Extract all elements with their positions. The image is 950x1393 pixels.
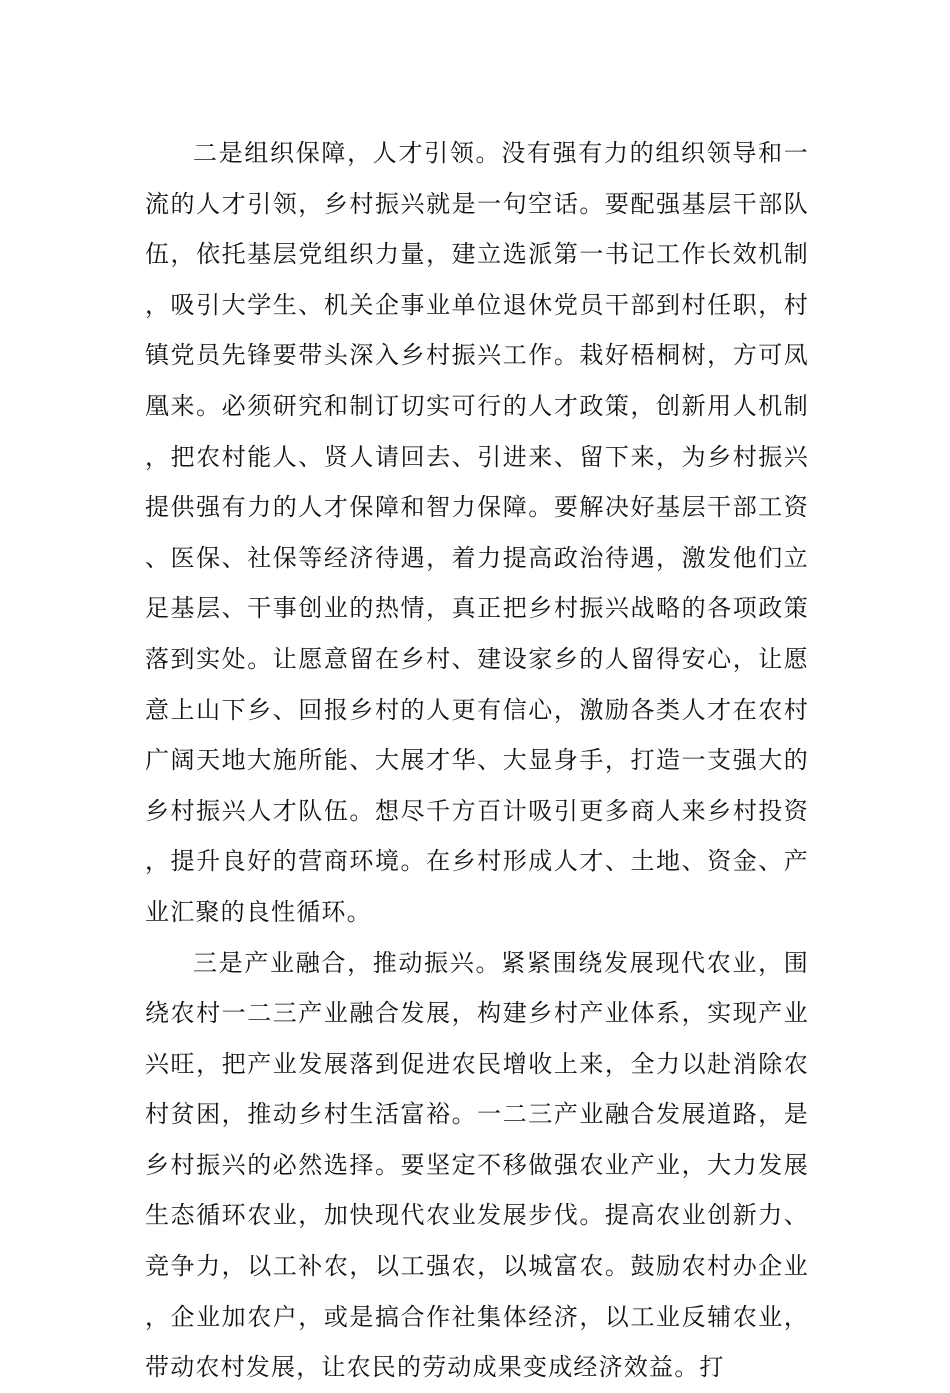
document-body: [145, 128, 809, 1393]
paragraph-talent: 二是组织保障，人才引领。没有强有力的组织领导和一流的人才引领，乡村振兴就是一句空话。要配强基层干部队伍，依托基层党组织力量，建立选派第一书记工作长效机制，吸引大学生、机关企事业单位退休党员干部到村任职，村镇党员先锋要带头深入乡村振兴工作。栽好梧桐树，方可凤凰来。必须研究和制订切实可行的人才政策，创新用人机制，把农村能人、贤人请回去、引进来、留下来，为乡村振兴提供强有力的人才保障和智力保障。要解决好基层干部工资、医保、社保等经济待遇，着力提高政治待遇，激发他们立足基层、干事创业的热情，真正把乡村振兴战略的各项政策落到实处。让愿意留在乡村、建设家乡的人留得安心，让愿意上山下乡、回报乡村的人更有信心，激励各类人才在农村广阔天地大施所能、大展才华、大显身手，打造一支强大的乡村振兴人才队伍。想尽千方百计吸引更多商人来乡村投资，提升良好的营商环境。在乡村形成人才、土地、资金、产业汇聚的良性循环。: [145, 139, 809, 926]
paragraph-industry: 三是产业融合，推动振兴。紧紧围绕发展现代农业，围绕农村一二三产业融合发展，构建乡村产业体系，实现产业兴旺，把产业发展落到促进农民增收上来，全力以赴消除农村贫困，推动乡村生活富裕。一二三产业融合发展道路，是乡村振兴的必然选择。要坚定不移做强农业产业，大力发展生态循环农业，加快现代农业发展步伐。提高农业创新力、竞争力，以工补农，以工强农，以城富农。鼓励农村办企业，企业加农户，或是搞合作社集体经济，以工业反辅农业，带动农村发展，让农民的劳动成果变成经济效益。打: [145, 948, 809, 1382]
